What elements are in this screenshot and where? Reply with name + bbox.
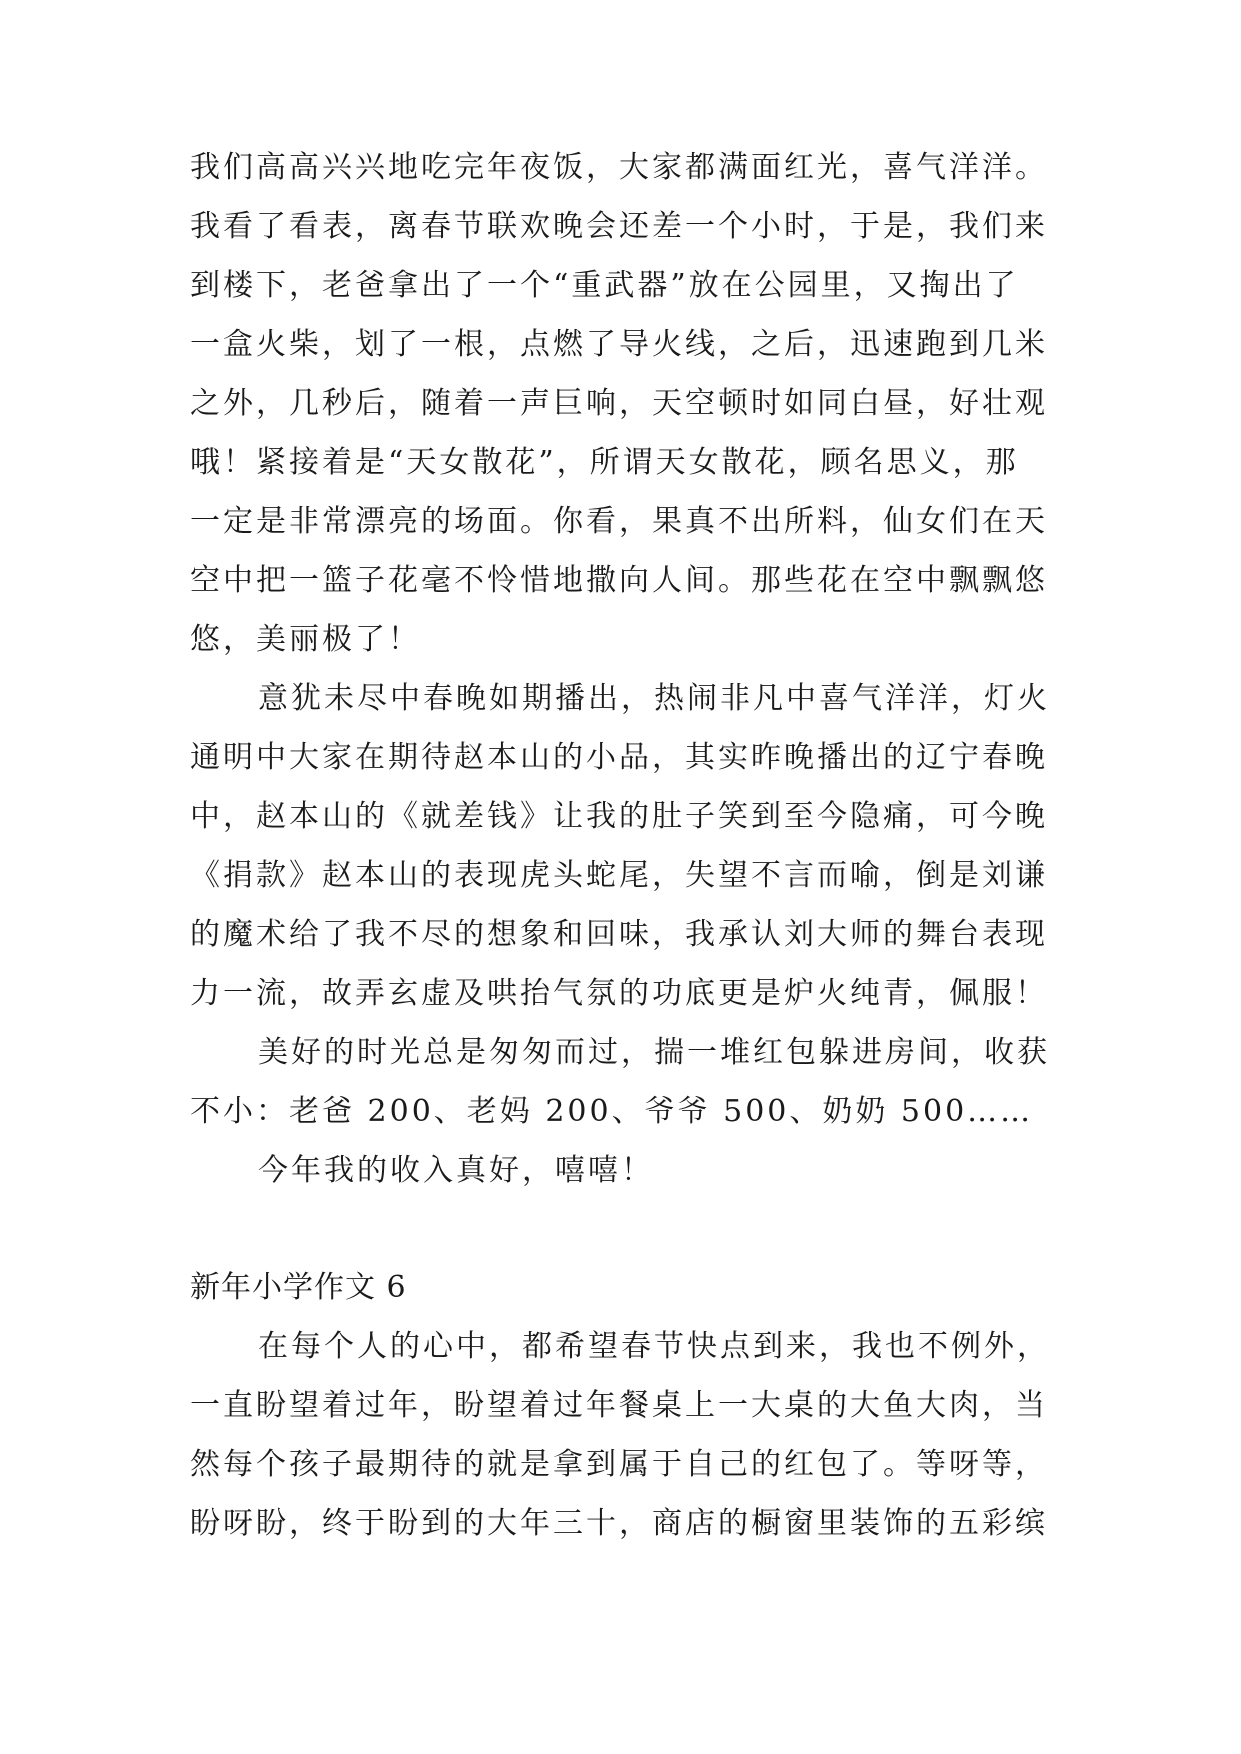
text-line: 《捐款》赵本山的表现虎头蛇尾，失望不言而喻，倒是刘谦: [190, 858, 1048, 893]
section-heading: 新年小学作文 6: [190, 1270, 407, 1305]
text-line: 到楼下，老爸拿出了一个“重武器”放在公园里，又掏出了: [190, 268, 1019, 303]
text-line: 的魔术给了我不尽的想象和回味，我承认刘大师的舞台表现: [190, 917, 1048, 952]
text-line: 不小：老爸 200、老妈 200、爷爷 500、奶奶 500……: [190, 1094, 1034, 1129]
text-line: 哦！紧接着是“天女散花”，所谓天女散花，顾名思义，那: [190, 445, 1019, 480]
text-line: 今年我的收入真好，嘻嘻！: [258, 1153, 654, 1188]
text-line: 一定是非常漂亮的场面。你看，果真不出所料，仙女们在天: [190, 504, 1048, 539]
text-line: 通明中大家在期待赵本山的小品，其实昨晚播出的辽宁春晚: [190, 740, 1048, 775]
text-line: 中，赵本山的《就差钱》让我的肚子笑到至今隐痛，可今晚: [190, 799, 1048, 834]
text-line: 意犹未尽中春晚如期播出，热闹非凡中喜气洋洋，灯火: [258, 681, 1050, 716]
text-line: 一直盼望着过年，盼望着过年餐桌上一大桌的大鱼大肉，当: [190, 1388, 1048, 1423]
text-line: 空中把一篮子花毫不怜惜地撒向人间。那些花在空中飘飘悠: [190, 563, 1048, 598]
text-line: 力一流，故弄玄虚及哄抬气氛的功底更是炉火纯青，佩服！: [190, 976, 1048, 1011]
text-line: 美好的时光总是匆匆而过，揣一堆红包躲进房间，收获: [258, 1035, 1050, 1070]
text-line: 一盒火柴，划了一根，点燃了导火线，之后，迅速跑到几米: [190, 327, 1048, 362]
text-line: 在每个人的心中，都希望春节快点到来，我也不例外，: [258, 1329, 1050, 1364]
text-line: 盼呀盼，终于盼到的大年三十，商店的橱窗里装饰的五彩缤: [190, 1506, 1048, 1541]
text-line: 悠，美丽极了！: [190, 622, 421, 657]
text-line: 然每个孩子最期待的就是拿到属于自己的红包了。等呀等，: [190, 1447, 1048, 1482]
text-line: 之外，几秒后，随着一声巨响，天空顿时如同白昼，好壮观: [190, 386, 1048, 421]
text-line: 我们高高兴兴地吃完年夜饭，大家都满面红光，喜气洋洋。: [190, 150, 1048, 185]
text-line: 我看了看表，离春节联欢晚会还差一个小时，于是，我们来: [190, 209, 1048, 244]
